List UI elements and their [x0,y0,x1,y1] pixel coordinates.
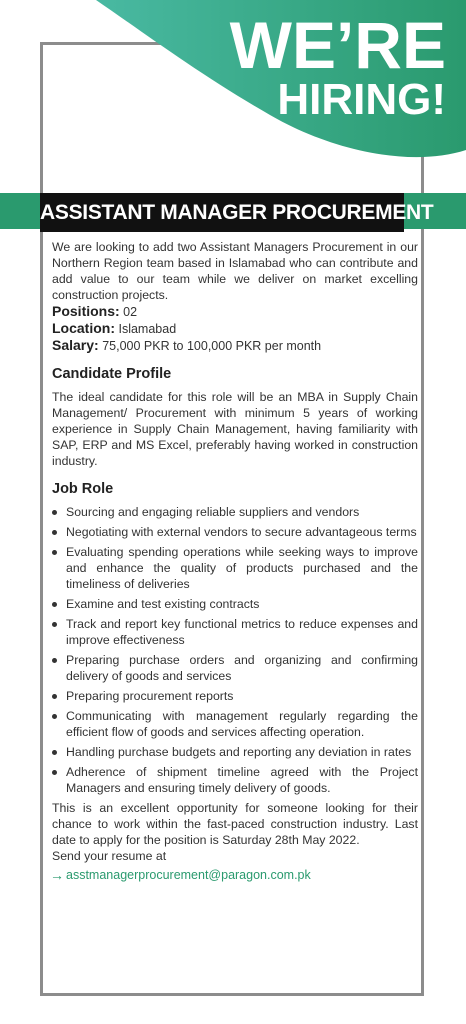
positions-row [52,303,418,320]
bullet-icon [52,510,57,515]
job-role-item [52,744,418,760]
bullet-icon [52,714,57,719]
email-link[interactable]: asstmanagerprocurement@paragon.com.pk [66,868,311,882]
bullet-icon [52,530,57,535]
job-role-text: Communicating with management regularly regarding the efficient flow of goods and services affecting operation. [66,709,418,739]
job-role-text: Sourcing and engaging reliable suppliers and vendors [66,505,360,519]
job-role-list [52,504,418,796]
bullet-icon [52,622,57,627]
job-role-item [52,524,418,540]
job-role-item [52,652,418,684]
hiring-line-2: HIRING! [277,74,446,124]
job-role-heading: Job Role [52,481,114,497]
job-role-item [52,596,418,612]
location-label: Location: [52,320,115,336]
job-role-text: Handling purchase budgets and reporting any deviation in rates [66,745,412,759]
job-role-text: Track and report key functional metrics to reduce expenses and improve effectiveness [66,617,418,647]
positions-label: Positions: [52,303,120,319]
salary-value: 75,000 PKR to 100,000 PKR per month [102,339,322,353]
arrow-right-icon: → [50,867,64,883]
bullet-icon [52,658,57,663]
job-role-text: Examine and test existing contracts [66,597,260,611]
job-role-text: Preparing procurement reports [66,689,234,703]
location-row [52,320,418,337]
candidate-profile-heading: Candidate Profile [52,366,172,382]
job-role-item [52,688,418,704]
send-resume-label: Send your resume at [52,849,167,863]
bullet-icon [52,770,57,775]
job-role-item [52,708,418,740]
job-role-item [52,616,418,648]
salary-row [52,337,418,354]
job-role-item [52,764,418,796]
hiring-banner [229,8,446,124]
job-role-text: Adherence of shipment timeline agreed with the Project Managers and ensuring timely delivery of goods. [66,765,418,795]
candidate-profile-text: The ideal candidate for this role will be an MBA in Supply Chain Management/ Procurement with minimum 5 years of working experience in Supply Chain Management, having familiarity with SAP, ERP and MS Excel, preferably having worked in construction industry. [52,390,418,468]
job-title: ASSISTANT MANAGER PROCUREMENT [40,193,404,232]
location-value: Islamabad [118,322,177,336]
hiring-line-1: WE’RE [229,8,446,82]
bullet-icon [52,602,57,607]
bullet-icon [52,750,57,755]
intro-text: We are looking to add two Assistant Managers Procurement in our Northern Region team based in Islamabad who can contribute and add value to our team while we deliver on market excelling construction projects. [52,240,418,302]
closing-text: This is an excellent opportunity for someone looking for their chance to work within the fast-paced construction industry. Last date to apply for the position is Saturday 28th May 2022. [52,801,418,847]
job-role-item [52,544,418,592]
email-row [52,867,418,883]
job-role-item [52,504,418,520]
salary-label: Salary: [52,337,99,353]
job-content [52,239,418,883]
job-role-text: Evaluating spending operations while seeking ways to improve and enhance the quality of products purchased and the timeliness of deliveries [66,545,418,591]
positions-value: 02 [123,305,138,319]
job-role-text: Preparing purchase orders and organizing and confirming delivery of goods and services [66,653,418,683]
bullet-icon [52,550,57,555]
job-role-text: Negotiating with external vendors to secure advantageous terms [66,525,417,539]
bullet-icon [52,694,57,699]
